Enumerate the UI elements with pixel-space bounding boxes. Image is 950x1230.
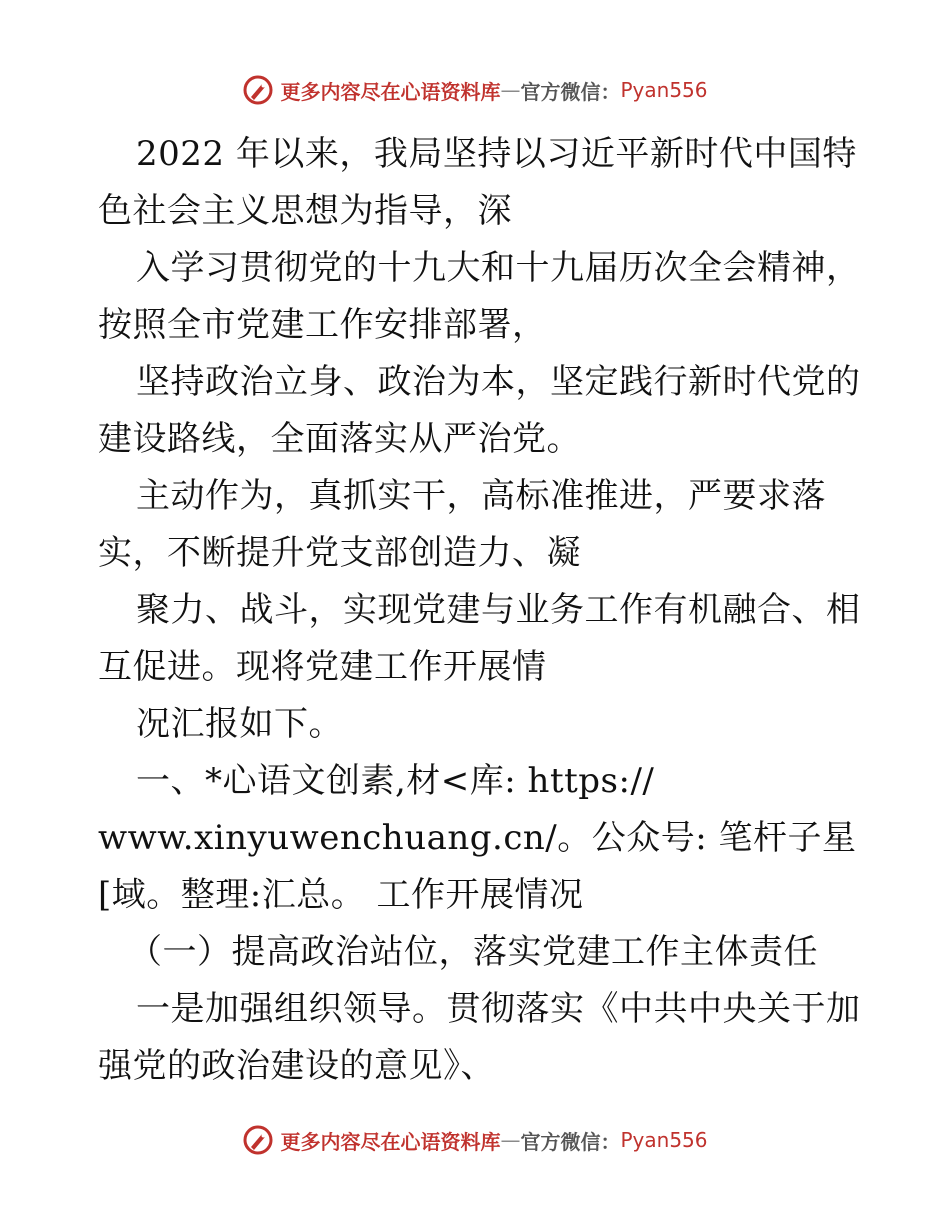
- text-line: 色社会主义思想为指导，深: [98, 191, 512, 231]
- text-line: 互促进。现将党建工作开展情: [98, 647, 547, 687]
- text-line: [域。整理:汇总。 工作开展情况: [98, 875, 584, 915]
- text-line: 建设路线，全面落实从严治党。: [98, 419, 581, 459]
- pen-logo-icon: [242, 74, 274, 106]
- section-heading: （一）提高政治站位，落实党建工作主体责任: [128, 932, 818, 972]
- watermark-official: 官方微信：: [520, 79, 621, 104]
- document-body: [98, 126, 868, 1095]
- text-line: 况汇报如下。: [136, 704, 343, 744]
- footer-watermark: [0, 1122, 950, 1158]
- text-line: 坚持政治立身、政治为本，坚定践行新时代党的: [136, 362, 861, 402]
- header-watermark: [0, 72, 950, 108]
- text-line: 2022 年以来，我局坚持以习近平新时代中国特: [136, 134, 857, 174]
- watermark-account: Pyan556: [620, 78, 708, 102]
- text-line: 一、*心语文创素,材<库: https://: [136, 761, 655, 801]
- text-line: 强党的政治建设的意见》、: [98, 1046, 495, 1086]
- watermark-dash: —: [500, 1128, 521, 1152]
- text-line: 按照全市党建工作安排部署，: [98, 305, 547, 345]
- watermark-text: 更多内容尽在心语资料库: [280, 79, 501, 104]
- watermark-account: Pyan556: [620, 1128, 708, 1152]
- watermark-official: 官方微信：: [520, 1129, 621, 1154]
- pen-logo-icon: [242, 1124, 274, 1156]
- text-line: www.xinyuwenchuang.cn/。公众号: 笔杆子星: [98, 818, 857, 858]
- text-line: 主动作为，真抓实干，高标准推进，严要求落: [136, 476, 826, 516]
- watermark-dash: —: [500, 78, 521, 102]
- watermark-text: 更多内容尽在心语资料库: [280, 1129, 501, 1154]
- text-line: 一是加强组织领导。贯彻落实《中共中央关于加: [136, 989, 861, 1029]
- text-line: 实，不断提升党支部创造力、凝: [98, 533, 581, 573]
- text-line: 聚力、战斗，实现党建与业务工作有机融合、相: [136, 590, 861, 630]
- text-line: 入学习贯彻党的十九大和十九届历次全会精神，: [136, 248, 861, 288]
